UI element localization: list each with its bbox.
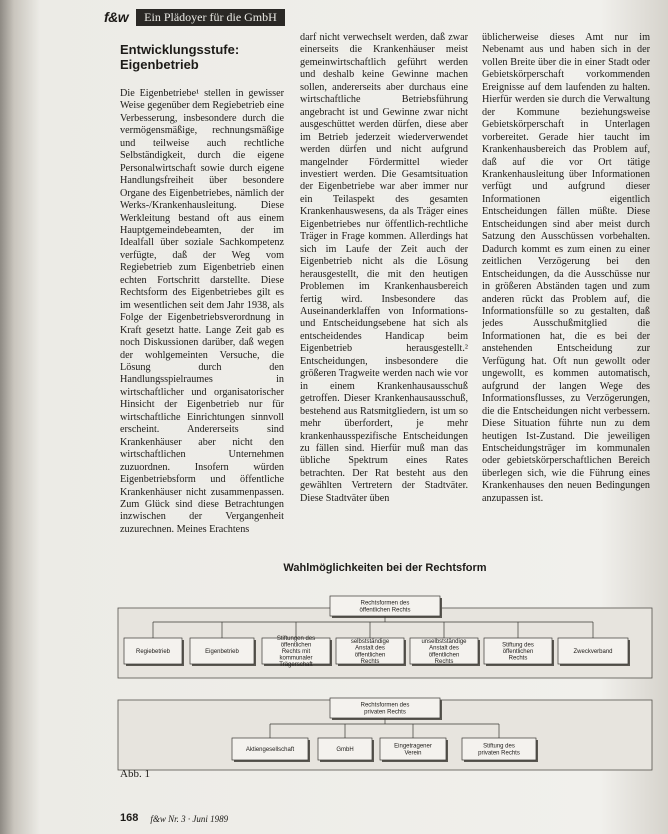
heading-line-2: Eigenbetrieb xyxy=(120,57,199,72)
journal-source: f&w Nr. 3 · Juni 1989 xyxy=(150,814,229,824)
public-law-child-label: Stiftung des öffentlichen Rechts xyxy=(502,642,534,662)
running-title: Ein Plädoyer für die GmbH xyxy=(136,9,285,26)
private-law-child-label: GmbH xyxy=(336,747,354,753)
public-law-child-label: Zweckverband xyxy=(573,649,613,655)
private-law-root-label: Rechtsformen des privaten Rechts xyxy=(360,702,410,716)
journal-logo: f&w xyxy=(104,9,129,25)
figure-title: Wahlmöglichkeiten bei der Rechtsform xyxy=(283,562,487,574)
column-1-text: Die Eigenbetriebe¹ stellen in gewisser Weise gegenüber dem Regiebetrieb eine Verbesserung, insbesondere durch die vermögensmäßige, rechnungsmäßige und teilweise auch rechtliche Selbständigkeit, durch die eigene Personalwirtschaft sowie durch eigene Handlungsfreiheit über besondere Organe des Eigenbetriebes, nämlich der Werks-/Krankenhausleitung. Diese Werkleitung bestand oft aus einem Hauptgemeindebeamten, der im Idealfall über soziale Sachkompetenz verfügte, daß der Weg vom Regiebetrieb zum Eigenbetrieb einen echten Fortschritt darstellte. Diese Rechtsform des Eigenbetriebes gilt es im wesentlichen seit dem Jahr 1938, als Folge der Eigenbetriebsverordnung in Kraft gesetzt hatte. Lange Zeit gab es noch Diskussionen darüber, daß wegen der wohlgemeinten Versuche, die Lösung durch den Handlungsspielraumes in wirtschaftlicher und organisatorischer Hinsicht der Eigenbetrieb nur für wirtschaftliche Einrichtungen sinnvoll erscheint. Andererseits sind Krankenhäuser aber nicht den wirtschaftlichen Unternehmen zuzuordnen. Insofern würden Eigenbetriebsform und öffentliche Krankenhäuser nicht zusammenpassen. Zum Glück sind diese Betrachtungen inzwischen der Vergangenheit zuzurechnen. Meines Erachtens xyxy=(120,88,284,535)
page-footer xyxy=(120,812,228,824)
public-law-child-label: unselbstständige Anstalt des öffentlichen Rechts xyxy=(421,639,467,665)
private-law-child-label: Eingetragener Verein xyxy=(394,743,432,757)
public-law-root-label: Rechtsformen des öffentlichen Rechts xyxy=(359,600,411,614)
page-number: 168 xyxy=(120,812,139,824)
public-law-child-label: Regiebetrieb xyxy=(135,649,171,655)
heading-line-1: Entwicklungsstufe: xyxy=(120,42,240,57)
column-3-text: üblicherweise dieses Amt nur im Nebenamt aus und haben sich in der vollen Breite über die in einer Stadt oder Gebietskörperschaft vorkommenden Ereignisse auf dem laufenden zu halten. Hierfür werden sie durch die Verwaltung der Kommune beziehungsweise Gebietskörperschaft in Unterlagen vorbereitet. Gerade hier taucht im Krankenhausbereich das Problem auf, daß auf die vor Ort tätige Krankenhausleitung über Informationen verfügt und aufgrund dieser Informationen eigentlich Entscheidungen fällen müßte. Diese Entscheidungen sind aber meist durch Satzung den Ausschüssen vorbehalten. Dadurch kommt es zum einen zu einer zeitlichen Verzögerung bei den Entscheidungen, da die Ausschüsse nur in größeren Abständen tagen und zum anderen rückt das Problem auf, die Informationsfülle so zu gestalten, daß jedes Ausschußmitglied die Informationen hat, die es bei der anstehenden Entscheidung zur Verfügung hat. Oft nun gewollt oder ungewollt, es kommen automatisch, aufgrund der langen Wege des Informationsflusses, zu Verzögerungen, die die Entscheidungen nicht verbessern. Diese Situation führte nun zu dem heutigen Ist-Zustand. Die jeweiligen Entscheidungsträger im kommunalen oder gebietskörperschaftlichen Bereich überlegen sich, wie die Führung eines Krankenhauses den neuen Bedingungen anzupassen ist. xyxy=(482,32,650,504)
public-law-child-label: Eigenbetrieb xyxy=(205,649,239,655)
private-law-child-label: Aktiengesellschaft xyxy=(245,747,295,753)
private-law-child-label: Stiftung des privaten Rechts xyxy=(478,743,520,757)
column-2-text: darf nicht verwechselt werden, daß zwar einerseits die Krankenhäuser meist gemeinwirtschaftlich geführt werden und deshalb keine Gewinne machen sollen, andererseits aber durchaus eine wirtschaftliche Betriebsführung angebracht ist und Gewinne zwar nicht ausgeschüttet werden dürfen, diese aber im Betrieb jederzeit wiederverwendet werden dürfen und nicht aufgrund mangelnder Fördermittel wieder investiert werden. Die Gesamtsituation der Eigenbetriebe war aber immer nur ein Teilaspekt des gesamten Krankenhauswesens, da als Träger eines Eigenbetriebes nur öffentlich-rechtliche Träger in Frage kommen. Allerdings hat sich im Laufe der Zeit auch der Eigenbetrieb nicht als die Lösung herausgestellt, die mit den heutigen Problemen im Krankenhausbereich fertig wird. Insbesondere das Auseinanderklaffen von Informations- und Entscheidungsebene hat sich als entscheidendes Handicap beim Eigenbetrieb herausgestellt.² Entscheidungen, insbesondere die größeren Tragweite werden nach wie vor in einem Krankenhausausschuß getroffen. Dieser Krankenhausausschuß, bestehend aus Ratsmitgliedern, ist um so mehr überfordert, je mehr krankenhausspezifische Entscheidungen zu fällen sind. Hierfür muß man das übliche Spektrum eines Rates betrachten. Der Rat besteht aus den gewählten Vertretern der Stadtväter. Diese Stadtväter üben xyxy=(300,32,468,504)
public-law-child-label: selbstständige Anstalt des öffentlichen Rechts xyxy=(350,639,390,665)
public-law-child-label: Stiftungen des öffentlichen Rechts mit kommunaler Trägerschaft xyxy=(276,635,316,669)
figure-label: Abb. 1 xyxy=(120,768,150,780)
